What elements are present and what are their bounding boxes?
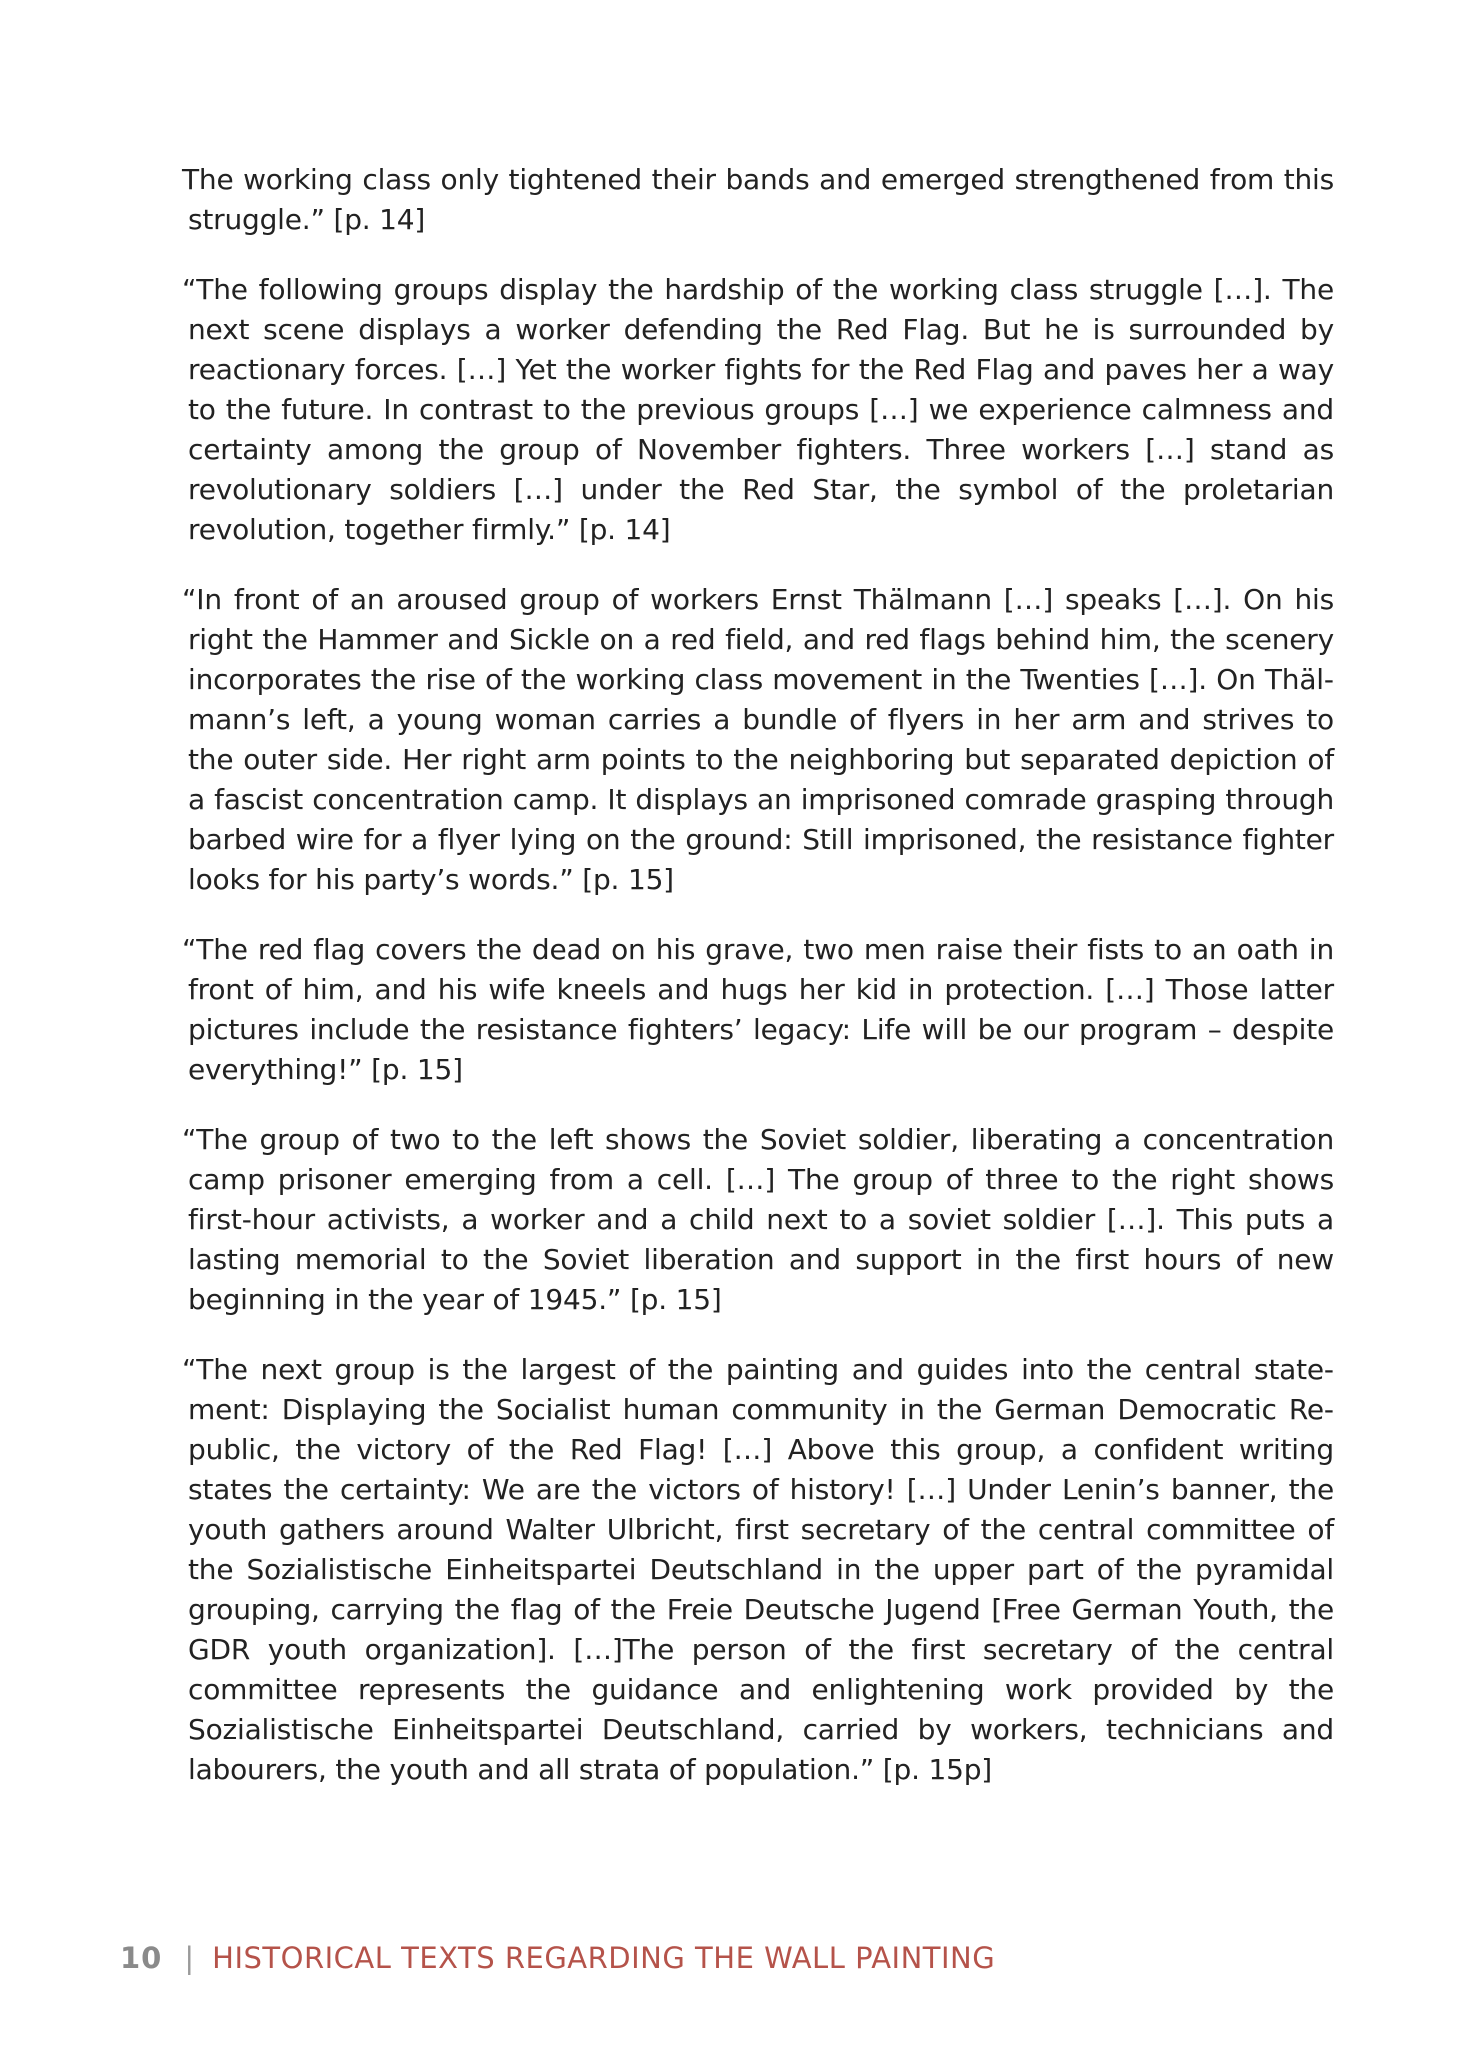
quote-paragraph-thaelmann: “In front of an aroused group of workers Ernst Thälmann […] speaks […]. On his right the Hammer and Sickle on a red field, and red flags behind him, the scenery incorporates the rise of the working class movement in the Twenties […]. On Thälmann’s left, a young woman carries a bundle of flyers in her arm and strives to the outer side. Her right arm points to the neighboring but separated depiction of a fascist concentration camp. It displays an imprisoned comrade grasping through barbed wire for a flyer lying on the ground: Still imprisoned, the resistance fighter looks for his party’s words.” [p. 15] [182,583,1334,896]
quote-paragraph-red-flag: “The following groups display the hardship of the working class struggle […]. The next scene displays a worker defending the Red Flag. But he is surrounded by reactionary forces. […] Yet the worker fights for the Red Flag and paves her a way to the future. In contrast to the previous groups […] we experience calmness and certainty among the group of November fighters. Three workers […] stand as revolutionary soldiers […] under the Red Star, the symbol of the proletarian revolution, together firmly.” [p. 14] [182,273,1334,546]
quote-paragraph-soviet-liberation: “The group of two to the left shows the Soviet soldier, liberating a concentration camp prisoner emerging from a cell. […] The group of three to the right shows first-hour activists, a worker and a child next to a soviet soldier […]. This puts a lasting memorial to the Soviet liberation and support in the first hours of new beginning in the year of 1945.” [p. 15] [182,1123,1334,1316]
quotation-body [182,160,1334,1820]
page-footer [120,1938,995,1978]
quote-paragraph-central-statement: “The next group is the largest of the painting and guides into the central statement: Displaying the Socialist human community in the German Democratic Republic, the victory of the Red Flag! […] Above this group, a confident writing states the certainty: We are the victors of history! […] Under Lenin’s banner, the youth gathers around Walter Ulbricht, first secretary of the central committee of the Sozialistische Einheitspartei Deutschland in the upper part of the pyramidal grouping, carrying the flag of the Freie Deutsche Jugend [Free German Youth, the GDR youth organization]. […]The person of the first secretary of the central committee represents the guidance and enlightening work provided by the Sozialistische Einheitspartei Deutschland, carried by workers, technicians and labourers, the youth and all strata of population.” [p. 15p] [182,1353,1334,1786]
quote-paragraph-struggle-end: The working class only tightened their bands and emerged strengthened from this struggle.” [p. 14] [182,163,1334,236]
page-number: 10 [120,1941,163,1975]
quote-paragraph-grave: “The red flag covers the dead on his grave, two men raise their fists to an oath in front of him, and his wife kneels and hugs her kid in protection. […] Those latter pictures include the resistance fighters’ legacy: Life will be our program – despite everything!” [p. 15] [182,933,1334,1086]
section-title: HISTORICAL TEXTS REGARDING THE WALL PAINTING [212,1941,996,1975]
footer-separator: | [184,1941,195,1975]
